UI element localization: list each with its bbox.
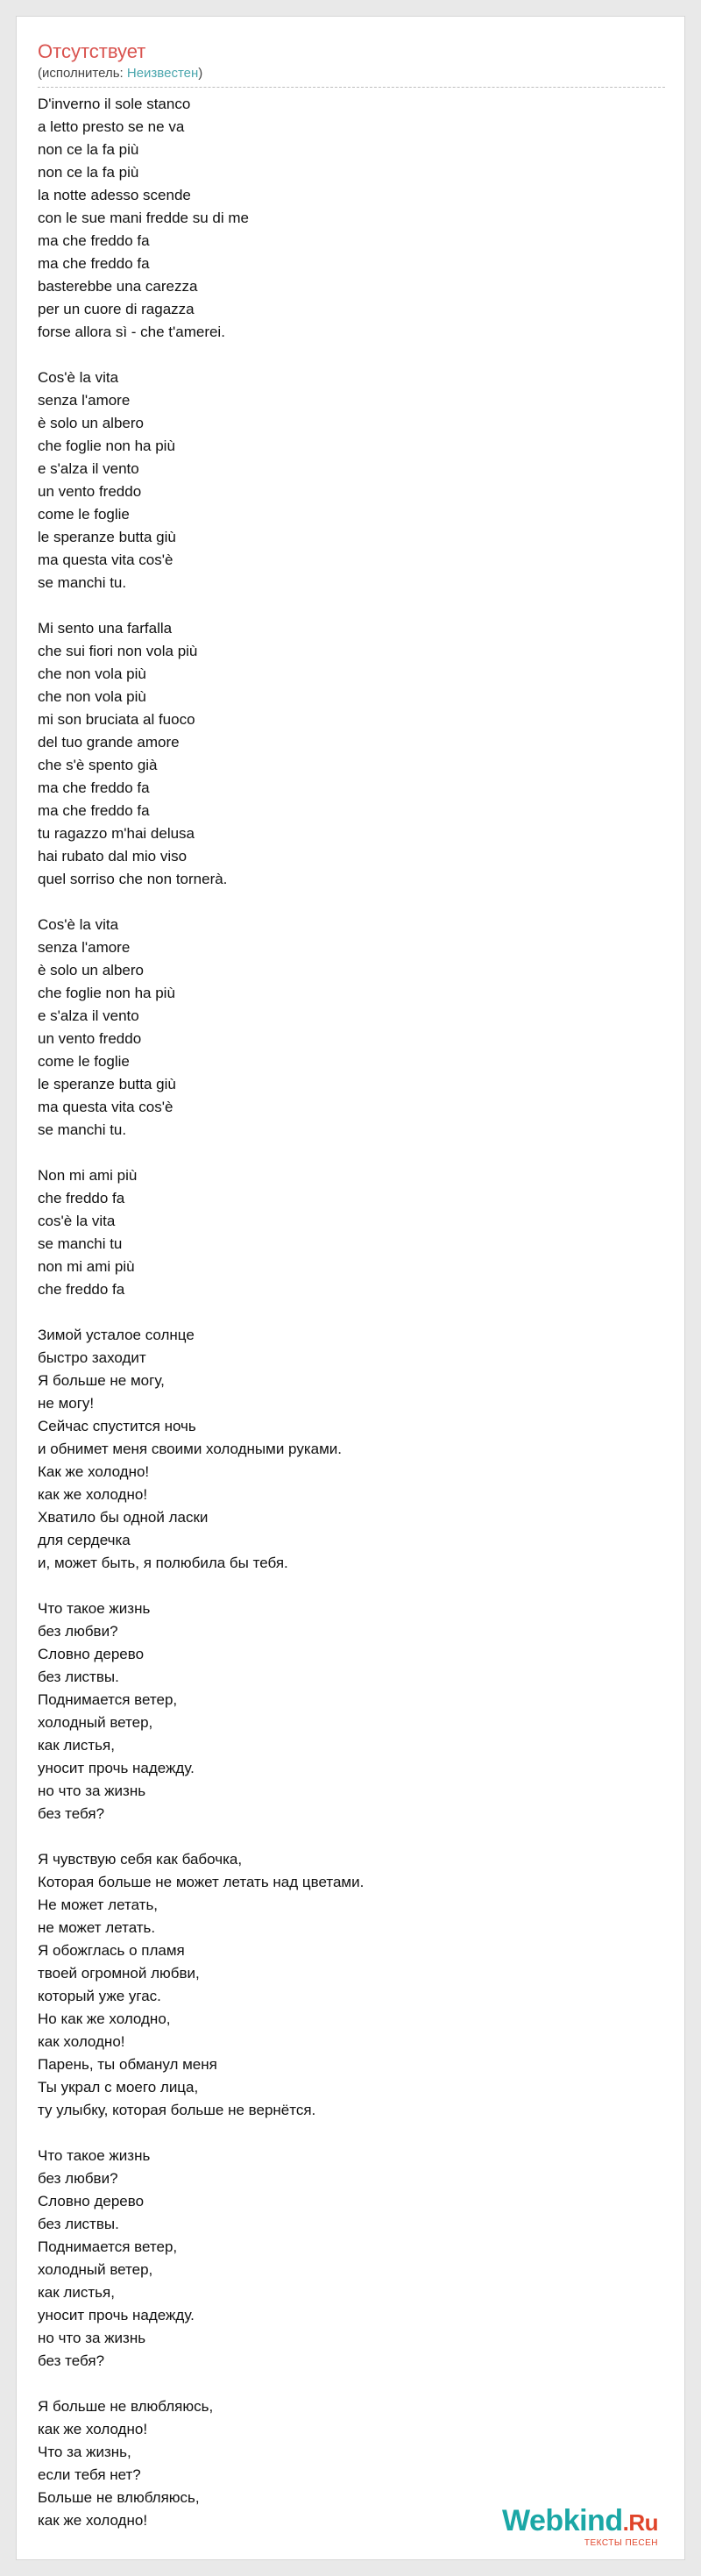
lyric-line: без любви? [38,2170,118,2187]
lyrics-card [16,16,685,2560]
lyric-line: не могу! [38,1395,95,1412]
lyric-line: ma che freddo fa [38,232,150,249]
lyric-line: без листвы. [38,2216,119,2232]
lyric-line: Что такое жизнь [38,2147,151,2164]
lyric-line: и, может быть, я полюбила бы тебя. [38,1555,288,1571]
lyric-line: Cos'è la vita [38,369,119,386]
lyric-line: come le foglie [38,506,130,523]
lyric-line: D'inverno il sole stanco [38,96,191,112]
lyric-line: che sui fiori non vola più [38,643,198,659]
artist-prefix: (исполнитель: [38,66,127,81]
lyric-line: как холодно! [38,2033,125,2050]
lyric-line: che non vola più [38,665,146,682]
lyric-line: Зимой усталое солнце [38,1327,195,1343]
lyric-line: cos'è la vita [38,1213,116,1229]
lyric-line: è solo un albero [38,415,144,431]
lyric-line: Поднимается ветер, [38,1691,178,1708]
lyric-line: Я чувствую себя как бабочка, [38,1851,243,1868]
lyric-line: Поднимается ветер, [38,2238,178,2255]
lyric-line: и обнимет меня своими холодными руками. [38,1441,342,1457]
lyric-line: che foglie non ha più [38,985,175,1001]
lyric-line: Как же холодно! [38,1463,150,1480]
lyric-line: быстро заходит [38,1349,146,1366]
lyric-line: ma questa vita cos'è [38,551,173,568]
logo-web: Web [502,2504,563,2537]
logo-tagline: ТЕКСТЫ ПЕСЕН [584,2538,658,2548]
lyric-line: без листвы. [38,1669,119,1685]
lyric-line: без тебя? [38,2352,105,2369]
lyric-line: твоей огромной любви, [38,1965,200,1982]
lyric-line: Я больше не могу, [38,1372,165,1389]
lyric-line: non ce la fa più [38,141,139,158]
stanza-break [38,594,669,617]
lyric-line: для сердечка [38,1532,131,1548]
lyric-line: forse allora sì - che t'amerei. [38,324,225,340]
lyric-line: уносит прочь надежду. [38,1760,195,1776]
lyric-line: che freddo fa [38,1190,125,1206]
lyric-line: ma questa vita cos'è [38,1099,173,1115]
lyric-line: не может летать. [38,1919,156,1936]
lyric-line: Парень, ты обманул меня [38,2056,217,2073]
stanza-break [38,1301,669,1324]
artist-suffix: ) [198,66,203,81]
lyric-line: un vento freddo [38,483,142,500]
lyric-line: Что за жизнь, [38,2444,131,2460]
lyric-line: tu ragazzo m'hai delusa [38,825,195,842]
lyric-line: del tuo grande amore [38,734,180,751]
stanza-break [38,2373,669,2395]
lyric-line: come le foglie [38,1053,130,1070]
lyric-line: un vento freddo [38,1030,142,1047]
lyric-line: mi son bruciata al fuoco [38,711,195,728]
lyric-line: ту улыбку, которая больше не вернётся. [38,2102,316,2118]
lyric-line: если тебя нет? [38,2466,141,2483]
logo-wordmark [502,2506,658,2537]
lyric-line: как листья, [38,2284,115,2301]
lyric-line: ma che freddo fa [38,255,150,272]
lyric-line: con le sue mani fredde su di me [38,210,249,226]
lyric-line: e s'alza il vento [38,460,139,477]
lyric-line: le speranze butta giù [38,529,176,545]
lyric-line: Cos'è la vita [38,916,119,933]
lyric-line: Я больше не влюбляюсь, [38,2398,214,2415]
lyric-line: Больше не влюбляюсь, [38,2489,200,2506]
lyric-line: холодный ветер, [38,1714,153,1731]
lyric-line: che foglie non ha più [38,438,175,454]
lyric-line: без тебя? [38,1805,105,1822]
lyric-line: Что такое жизнь [38,1600,151,1617]
lyric-line: non ce la fa più [38,164,139,181]
lyric-line: Хватило бы одной ласки [38,1509,209,1526]
lyric-line: как же холодно! [38,2512,148,2529]
lyrics-text [38,93,669,2532]
webkind-logo[interactable] [502,2506,658,2549]
lyric-line: Non mi ami più [38,1167,138,1184]
stanza-break [38,2122,669,2145]
lyric-line: è solo un albero [38,962,144,978]
lyric-line: senza l'amore [38,939,131,956]
lyric-line: se manchi tu [38,1235,123,1252]
lyric-line: но что за жизнь [38,1783,146,1799]
lyric-line: Словно дерево [38,2193,145,2210]
lyric-line: который уже угас. [38,1988,161,2004]
logo-kind: kind [563,2504,623,2537]
lyric-line: hai rubato dal mio viso [38,848,188,865]
stanza-break [38,344,669,366]
artist-line [38,66,202,82]
lyric-line: как же холодно! [38,1486,148,1503]
song-title: Отсутствует [38,40,146,62]
artist-link[interactable]: Неизвестен [126,66,199,81]
lyric-line: che non vola più [38,688,146,705]
lyric-line: Сейчас спустится ночь [38,1418,196,1434]
lyric-line: Но как же холодно, [38,2010,171,2027]
lyric-line: без любви? [38,1623,118,1640]
stanza-break [38,1825,669,1848]
lyric-line: Ты украл с моего лица, [38,2079,199,2096]
lyric-line: ma che freddo fa [38,802,150,819]
lyric-line: per un cuore di ragazza [38,301,195,317]
lyric-line: Которая больше не может летать над цветами. [38,1874,365,1890]
lyric-line: Mi sento una farfalla [38,620,173,637]
lyric-line: a letto presto se ne va [38,118,185,135]
stanza-break [38,1142,669,1164]
logo-ru: .Ru [622,2509,658,2536]
divider [38,87,665,88]
lyric-line: non mi ami più [38,1258,135,1275]
lyric-line: se manchi tu. [38,574,127,591]
lyric-line: Не может летать, [38,1896,159,1913]
lyric-line: le speranze butta giù [38,1076,176,1092]
lyric-line: la notte adesso scende [38,187,191,203]
stanza-break [38,1575,669,1598]
lyric-line: se manchi tu. [38,1121,127,1138]
lyric-line: но что за жизнь [38,2330,146,2346]
stanza-break [38,891,669,914]
lyric-line: холодный ветер, [38,2261,153,2278]
lyric-line: как листья, [38,1737,115,1754]
lyric-line: quel sorriso che non tornerà. [38,871,228,887]
lyric-line: уносит прочь надежду. [38,2307,195,2323]
lyric-line: che s'è spento già [38,757,158,773]
lyric-line: Словно дерево [38,1646,145,1662]
lyric-line: basterebbe una carezza [38,278,198,295]
lyric-line: ma che freddo fa [38,779,150,796]
lyric-line: e s'alza il vento [38,1007,139,1024]
lyric-line: senza l'amore [38,392,131,409]
lyric-line: Я обожглась о пламя [38,1942,185,1959]
lyric-line: che freddo fa [38,1281,125,1298]
lyric-line: как же холодно! [38,2421,148,2437]
